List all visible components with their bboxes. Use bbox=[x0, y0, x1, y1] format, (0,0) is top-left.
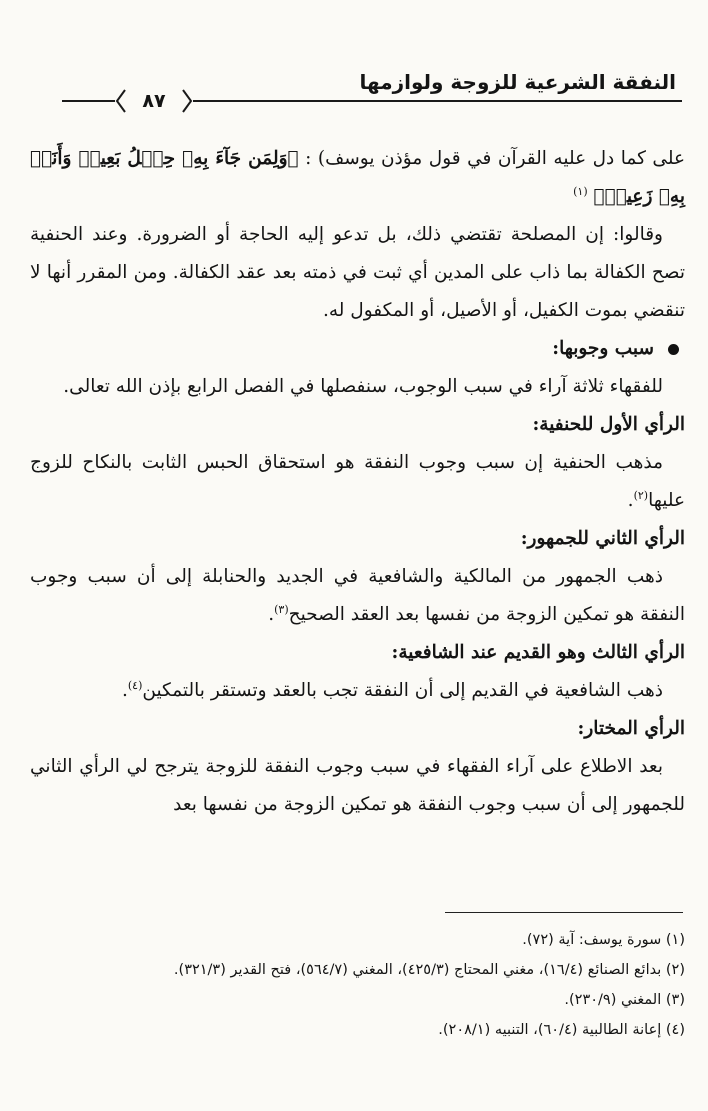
footnotes bbox=[30, 925, 685, 1045]
paragraph-3: للفقهاء ثلاثة آراء في سبب الوجوب، سنفصلها في الفصل الرابع بإذن الله تعالى. bbox=[63, 376, 663, 397]
footnote-3: (٣) المغني (٢٣٠/٩). bbox=[564, 992, 685, 1008]
heading-second-opinion: الرأي الثاني للجمهور: bbox=[520, 528, 685, 549]
footnote-4: (٤) إعانة الطالبية (٦٠/٤)، التنبيه (٢٠٨/١). bbox=[438, 1022, 685, 1038]
footnote-ref-1: (١) bbox=[573, 184, 588, 198]
paragraph-4 bbox=[30, 444, 685, 520]
bullet-icon bbox=[668, 344, 679, 355]
page-number-badge bbox=[115, 88, 193, 114]
paragraph-1 bbox=[30, 140, 685, 216]
footnote-separator bbox=[445, 912, 683, 913]
paragraph-1-text: على كما دل عليه القرآن في قول مؤذن يوسف) : bbox=[305, 148, 686, 169]
paragraph-4-end: . bbox=[627, 490, 634, 511]
footnote-ref-3: (٣) bbox=[274, 602, 289, 616]
quran-verse: ﴿وَلِمَن جَآءَ بِهِۦ حِمۡلُ بَعِيرٖ وَأَنَا۠ بِهِۦ زَعِيمٞ﴾ bbox=[30, 148, 685, 207]
paragraph-6 bbox=[30, 672, 685, 710]
section-heading bbox=[30, 330, 685, 368]
page-number: ٨٧ bbox=[142, 90, 166, 112]
paragraph-2: وقالوا: إن المصلحة تقتضي ذلك، بل تدعو إليه الحاجة أو الضرورة. وعند الحنفية تصح الكفالة بما ذاب على المدين أي ثبت في ذمته بعد عقد الكفالة. ومن المقرر أنها لا تنقضي بموت الكفيل، أو الأصيل، أو المكفول له. bbox=[30, 224, 685, 321]
main-text bbox=[30, 140, 685, 824]
section-heading-text: سبب وجوبها: bbox=[552, 338, 654, 359]
footnote-ref-2: (٢) bbox=[633, 488, 649, 502]
paragraph-5 bbox=[30, 558, 685, 634]
footnote-ref-4: (٤) bbox=[127, 678, 143, 692]
paragraph-5-end: . bbox=[268, 604, 275, 625]
heading-first-opinion: الرأي الأول للحنفية: bbox=[532, 414, 685, 435]
paragraph-7: بعد الاطلاع على آراء الفقهاء في سبب وجوب النفقة للزوجة يترجح لي الرأي الثاني للجمهور إلى أن سبب وجوب النفقة هو تمكين الزوجة من نفسها بعد bbox=[30, 756, 685, 815]
heading-chosen-opinion: الرأي المختار: bbox=[577, 718, 685, 739]
paragraph-5-text: ذهب الجمهور من المالكية والشافعية في الجديد والحنابلة إلى أن سبب وجوب النفقة هو تمكين الزوجة من نفسها بعد العقد الصحيح bbox=[30, 566, 685, 625]
running-header-title: النفقة الشرعية للزوجة ولوازمها bbox=[359, 70, 676, 94]
paragraph-6-text: ذهب الشافعية في القديم إلى أن النفقة تجب بالعقد وتستقر بالتمكين bbox=[142, 680, 663, 701]
footnote-1: (١) سورة يوسف: آية (٧٢). bbox=[522, 932, 685, 948]
paragraph-4-text: مذهب الحنفية إن سبب وجوب النفقة هو استحقاق الحبس الثابت بالنكاح للزوج عليها bbox=[30, 452, 685, 511]
footnote-2: (٢) بدائع الصنائع (١٦/٤)، مغني المحتاج (٤٢٥/٣)، المغني (٥٦٤/٧)، فتح القدير (٣٢١/٣). bbox=[173, 962, 685, 978]
paragraph-6-end: . bbox=[121, 680, 128, 701]
heading-third-opinion: الرأي الثالث وهو القديم عند الشافعية: bbox=[391, 642, 685, 663]
